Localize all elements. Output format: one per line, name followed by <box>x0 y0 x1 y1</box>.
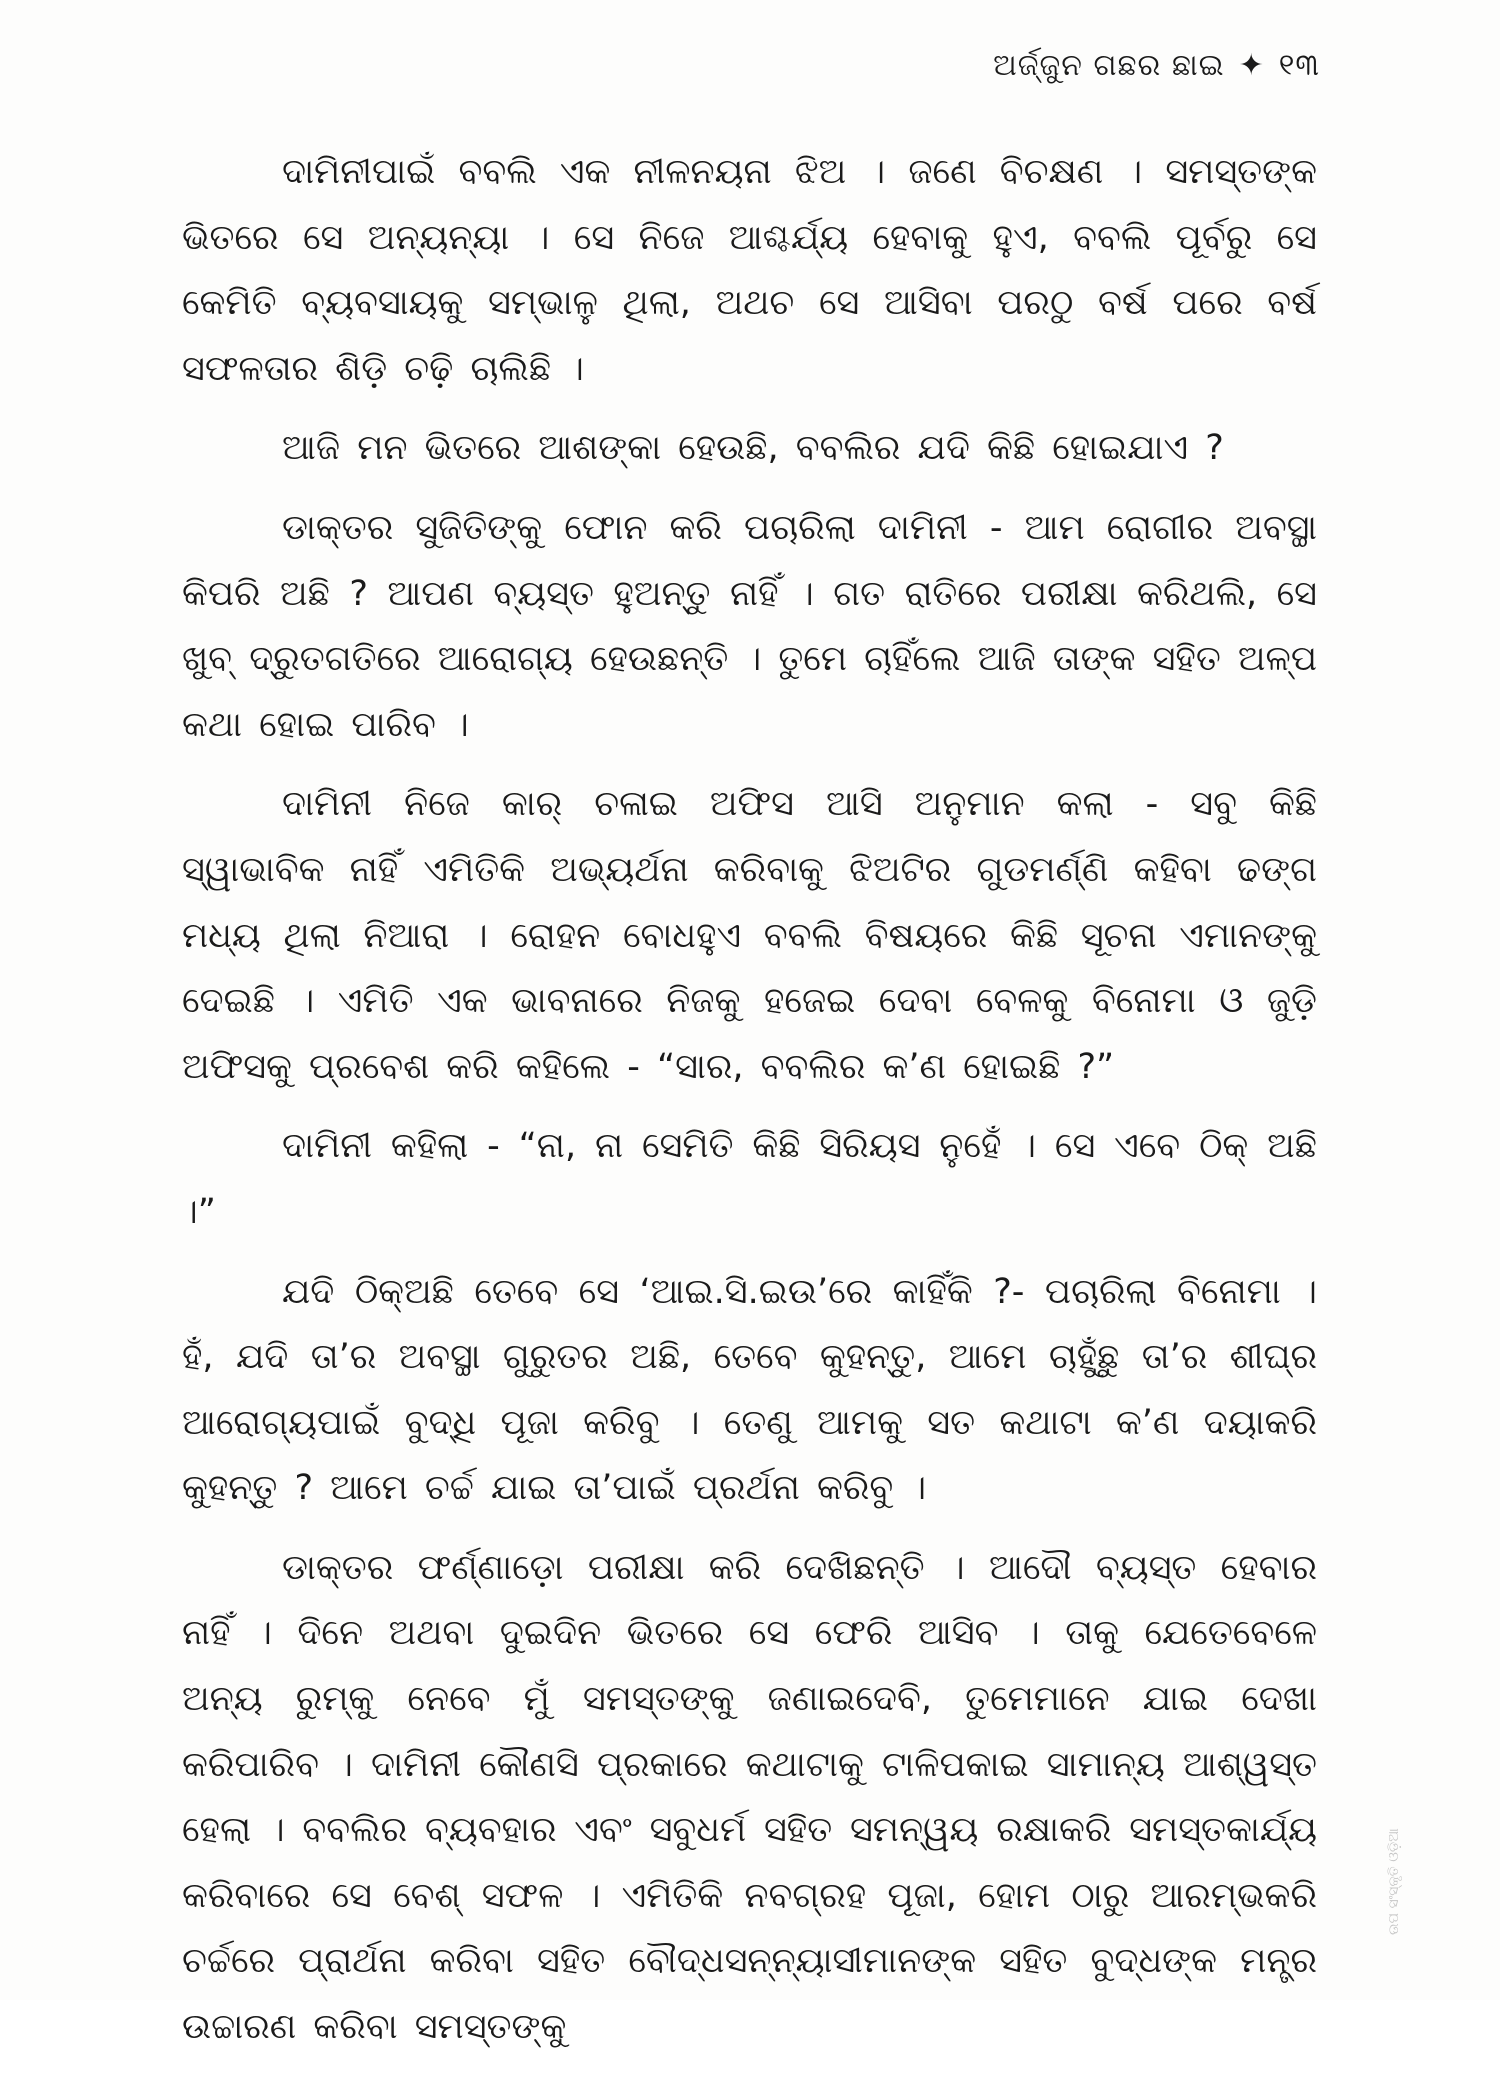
body-text <box>182 140 1317 2075</box>
page-number: ୧୩ <box>1278 48 1320 83</box>
paragraph: ଆଜି ମନ ଭିତରେ ଆଶଙ୍କା ହେଉଛି, ବବଲିର ଯଦି କିଛି ହୋଇଯାଏ ? <box>282 428 1224 469</box>
paragraph: ଯଦି ଠିକ୍‌ଅଛି ତେବେ ସେ ‘ଆଇ.ସି.ଇଉ’ରେ କାହିଁକି ?- ପଚାରିଲା ବିନୋମା । ହଁ, ଯଦି ତା’ର ଅବସ୍ଥା ଗୁରୁତର ଅଛି, ତେବେ କୁହନ୍ତୁ, ଆମେ ଚାହୁଁଛୁ ତା’ର ଶୀଘ୍ର ଆରୋଗ୍ୟପାଇଁ ବୁଦ୍ଧି ପୂଜା କରିବୁ । ତେଣୁ ଆମକୁ ସତ କଥାଟା କ’ଣ ଦୟାକରି କୁହନ୍ତୁ ? ଆମେ ଚର୍ଚ୍ଚ ଯାଇ ତା’ପାଇଁ ପ୍ରର୍ଥନା କରିବୁ । <box>182 1271 1317 1509</box>
paragraph: ଡାକ୍ତର ସୁଜିତିଙ୍କୁ ଫୋନ କରି ପଚାରିଲା ଦାମିନୀ - ଆମ ରୋଗୀର ଅବସ୍ଥା କିପରି ଅଛି ? ଆପଣ ବ୍ୟସ୍ତ ହୁଅନ୍ତୁ ନାହିଁ । ଗତ ରାତିରେ ପରୀକ୍ଷା କରିଥଲି, ସେ ଖୁବ୍ ଦ୍ରୁତଗତିରେ ଆରୋଗ୍ୟ ହେଉଛନ୍ତି । ତୁମେ ଚାହିଁଲେ ଆଜି ତାଙ୍କ ସହିତ ଅଳ୍ପ କଥା ହୋଇ ପାରିବ । <box>182 507 1317 745</box>
paragraph: ଦାମିନୀ କହିଲା - “ନା, ନା ସେମିତି କିଛି ସିରିୟସ ନୁହେଁ । ସେ ଏବେ ଠିକ୍ ଅଛି ।” <box>182 1126 1317 1232</box>
paragraph: ଡାକ୍ତର ଫର୍ଣ୍ଣାଡ଼ୋ ପରୀକ୍ଷା କରି ଦେଖିଛନ୍ତି । ଆଦୌ ବ୍ୟସ୍ତ ହେବାର ନାହିଁ । ଦିନେ ଅଥବା ଦୁଇଦିନ ଭିତରେ ସେ ଫେରି ଆସିବ । ତାକୁ ଯେତେବେଳେ ଅନ୍ୟ ରୁମ୍‌କୁ ନେବେ ମୁଁ ସମସ୍ତଙ୍କୁ ଜଣାଇଦେବି, ତୁମେମାନେ ଯାଇ ଦେଖା କରିପାରିବ । ଦାମିନୀ କୌଣସି ପ୍ରକାରେ କଥାଟାକୁ ଟାଳିପକାଇ ସାମାନ୍ୟ ଆଶ୍ୱସ୍ତ ହେଲା । ବବଲିର ବ୍ୟବହାର ଏବଂ ସବୁଧର୍ମ ସହିତ ସମନ୍ୱୟ ରକ୍ଷାକରି ସମସ୍ତକାର୍ଯ୍ୟ କରିବାରେ ସେ ବେଶ୍ ସଫଳ । ଏମିତିକି ନବଗ୍ରହ ପୂଜା, ହୋମ ଠାରୁ ଆରମ୍ଭକରି ଚର୍ଚ୍ଚରେ ପ୍ରାର୍ଥନା କରିବା ସହିତ ବୌଦ୍ଧସନ୍ନ୍ୟାସୀମାନଙ୍କ ସହିତ ବୁଦ୍ଧଙ୍କ ମନ୍ତ୍ର ଉଚ୍ଚାରଣ କରିବା ସମସ୍ତଙ୍କୁ <box>182 1547 1317 2048</box>
paragraph: ଦାମିନୀପାଇଁ ବବଲି ଏକ ନୀଳନୟନା ଝିଅ । ଜଣେ ବିଚକ୍ଷଣ । ସମସ୍ତଙ୍କ ଭିତରେ ସେ ଅନ୍ୟନ୍ୟା । ସେ ନିଜେ ଆଶ୍ଚର୍ଯ୍ୟ ହେବାକୁ ହୁଏ, ବବଲି ପୂର୍ବରୁ ସେ କେମିତି ବ୍ୟବସାୟକୁ ସମ୍ଭାଳୁ ଥିଲା, ଅଥଚ ସେ ଆସିବା ପରଠୁ ବର୍ଷ ପରେ ବର୍ଷ ସଫଳତାର ଶିଡ଼ି ଚଢ଼ି ଚାଲିଛି । <box>182 152 1317 389</box>
margin-watermark: ଉପ ସଂସ୍କୃତି ଓଡ଼ିଆ <box>1386 1828 1402 1935</box>
star-separator-icon: ✦ <box>1238 47 1265 83</box>
running-header <box>993 48 1320 83</box>
running-title: ଅର୍ଜ୍ଜୁନ ଗଛର ଛାଇ <box>993 48 1225 83</box>
paragraph: ଦାମିନୀ ନିଜେ କାର୍ ଚଳାଇ ଅଫିସ ଆସି ଅନୁମାନ କଲା - ସବୁ କିଛି ସ୍ୱାଭାବିକ ନାହିଁ ଏମିତିକି ଅଭ୍ୟର୍ଥନା କରିବାକୁ ଝିଅଟିର ଗୁଡମର୍ଣ୍ଣି କହିବା ଢଙ୍ଗ ମଧ୍ୟ ଥିଲା ନିଆରା । ରୋହନ ବୋଧହୁଏ ବବଲି ବିଷୟରେ କିଛି ସୂଚନା ଏମାନଙ୍କୁ ଦେଇଛି । ଏମିତି ଏକ ଭାବନାରେ ନିଜକୁ ହଜେଇ ଦେବା ବେଳକୁ ବିନୋମା ଓ ଜୁଡ଼ି ଅଫିସକୁ ପ୍ରବେଶ କରି କହିଲେ - “ସାର, ବବଲିର କ’ଣ ହୋଇଛି ?” <box>182 784 1317 1087</box>
